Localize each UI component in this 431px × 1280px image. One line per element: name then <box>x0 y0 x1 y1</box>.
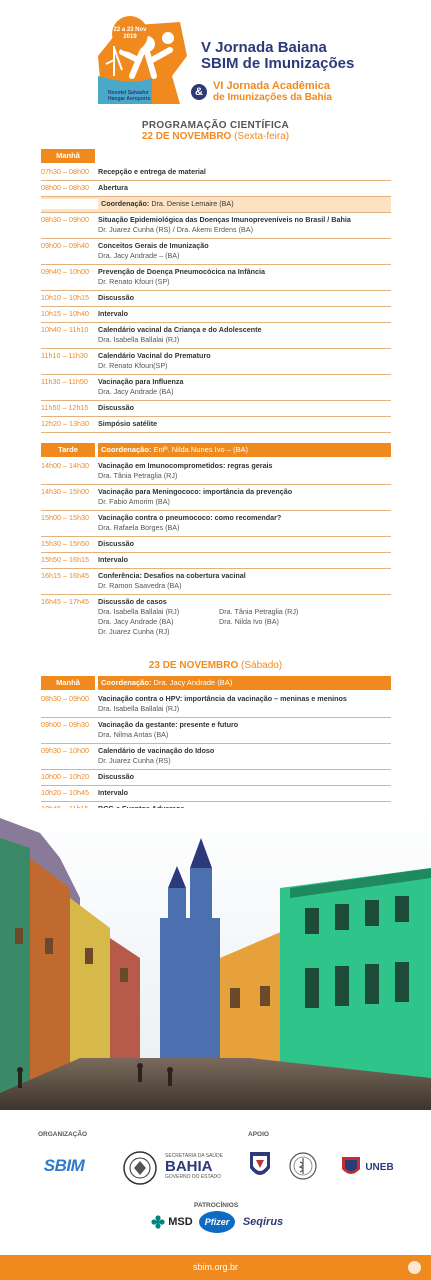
patrocinios-label: PATROCÍNIOS <box>194 1202 239 1209</box>
session-speaker: Dr. Juarez Cunha (RS) / Dra. Akemi Erdens (BA) <box>98 225 253 234</box>
session-speaker: Dra. Jacy Andrade – (BA) <box>98 251 180 260</box>
day2-date: 23 DE NOVEMBRO <box>148 660 239 671</box>
seqirus-logo-text: Seqirus <box>242 1216 284 1228</box>
coordination-label: Coordenação: <box>101 445 152 454</box>
day1-morning-list <box>41 165 391 197</box>
schedule-row <box>41 537 391 553</box>
period-bar-manha <box>41 149 391 163</box>
schedule-row <box>41 718 391 744</box>
session-time: 15h00 – 15h30 <box>41 513 89 522</box>
coordination-label: Coordenação: <box>101 678 152 687</box>
event-title-line1: V Jornada Baiana <box>201 39 327 56</box>
session-title: Recepção e entrega de material <box>98 167 206 176</box>
session-time: 15h50 – 16h15 <box>41 555 89 564</box>
session-speaker: Dra. Nilda Ivo (BA) <box>219 617 279 626</box>
event-subtitle-line2: de Imunizações da Bahia <box>213 92 332 103</box>
day1-morning-schedule <box>41 149 391 433</box>
speakers-col2 <box>219 607 340 637</box>
session-title: Simpósio satélite <box>98 419 158 428</box>
period-label: Tarde <box>41 443 95 457</box>
program-title: PROGRAMAÇÃO CIENTÍFICA <box>141 120 290 131</box>
session-time: 14h00 – 14h30 <box>41 461 89 470</box>
day1-heading <box>0 131 431 142</box>
session-title: Calendário Vacinal do Prematuro <box>98 351 211 360</box>
ampersand-icon: & <box>191 84 207 100</box>
uneb-logo <box>337 1155 397 1179</box>
bahia-logo-sub: GOVERNO DO ESTADO <box>165 1173 222 1180</box>
session-title: Situação Epidemiológica das Doenças Imunopreveníveis no Brasil / Bahia <box>98 215 351 224</box>
session-speaker: Dra. Isabella Ballalai (RJ) <box>98 704 180 713</box>
schedule-row <box>41 323 391 349</box>
session-time: 11h10 – 11h30 <box>41 351 88 360</box>
period-bar-tarde <box>41 443 391 457</box>
website-link[interactable]: sbim.org.br <box>192 1262 238 1272</box>
session-title: Vacinação para Influenza <box>98 377 184 386</box>
session-time: 08h00 – 08h30 <box>41 183 89 192</box>
coordination-row <box>41 197 391 213</box>
session-time: 08h30 – 09h00 <box>41 694 89 703</box>
date-badge <box>112 16 148 52</box>
session-title: Vacinação para Meningococo: importância da prevenção <box>98 487 293 496</box>
day2-heading <box>0 660 431 671</box>
session-time: 16h15 – 16h45 <box>41 571 89 580</box>
day2-weekday: (Sábado) <box>241 660 283 671</box>
session-title: Abertura <box>98 183 128 192</box>
day1-afternoon-schedule <box>41 443 391 640</box>
coordination-bar <box>98 676 391 690</box>
pfizer-logo-text: Pfizer <box>204 1217 230 1227</box>
session-time: 10h10 – 10h15 <box>41 293 89 302</box>
pfizer-logo <box>199 1211 235 1233</box>
session-speaker: Dra. Jacy Andrade (BA) <box>98 387 174 396</box>
coordinator-name: Dra. Jacy Andrade (BA) <box>153 678 233 687</box>
schedule-row <box>41 569 391 595</box>
session-title: Intervalo <box>98 788 128 797</box>
session-title: Intervalo <box>98 555 128 564</box>
session-time: 12h20 – 13h30 <box>41 419 89 428</box>
session-time: 10h40 – 11h10 <box>41 325 89 334</box>
session-time: 09h40 – 10h00 <box>41 267 89 276</box>
bahia-logo <box>165 1151 241 1181</box>
session-time: 10h15 – 10h40 <box>41 309 89 318</box>
session-title: Conferência: Desafios na cobertura vacinal <box>98 571 246 580</box>
session-speaker: Dra. Tânia Petraglia (RJ) <box>219 607 299 616</box>
session-speaker: Dr. Fabio Amorim (BA) <box>98 497 170 506</box>
schedule-row <box>41 511 391 537</box>
session-title: Discussão de casos <box>98 597 167 606</box>
session-time: 14h30 – 15h00 <box>41 487 89 496</box>
session-speaker: Dr. Juarez Cunha (RJ) <box>98 627 170 636</box>
session-title: Vacinação da gestante: presente e futuro <box>98 720 239 729</box>
schedule-row <box>41 744 391 770</box>
venue-line1: Novotel Salvador <box>108 90 149 96</box>
session-speaker: Dra. Isabella Ballalai (RJ) <box>98 607 180 616</box>
schedule-row <box>41 181 391 197</box>
uneb-logo-text: UNEB <box>365 1161 394 1173</box>
schedule-row <box>41 307 391 323</box>
session-title: Vacinação contra o HPV: importância da vacinação – meninas e meninos <box>98 694 347 703</box>
session-title: Conceitos Gerais de Imunização <box>98 241 209 250</box>
session-title: Discussão <box>98 293 134 302</box>
schedule-row <box>41 375 391 401</box>
apoio-label: APOIO <box>248 1131 269 1138</box>
schedule-row <box>41 786 391 802</box>
speakers-col1 <box>98 607 219 637</box>
date-badge-year: 2019 <box>123 34 137 40</box>
day1-weekday: (Sexta-feira) <box>234 131 290 142</box>
session-title: Calendário de vacinação do Idoso <box>98 746 215 755</box>
schedule-row <box>41 459 391 485</box>
period-bar-manha <box>41 676 391 690</box>
msd-logo <box>147 1212 197 1232</box>
coordinator-name: Enfª. Nilda Nunes Ivo – (BA) <box>153 445 249 454</box>
session-speaker: Dra. Rafaela Borges (BA) <box>98 523 180 532</box>
medical-seal-icon <box>287 1150 319 1182</box>
schedule-row <box>41 553 391 569</box>
session-title: Vacinação contra o pneumococo: como recomendar? <box>98 513 282 522</box>
session-speaker: Dra. Tânia Petraglia (RJ) <box>98 471 178 480</box>
salvador-street-photo <box>0 808 431 1110</box>
coordination-label: Coordenação: <box>101 199 150 208</box>
seqirus-logo <box>238 1211 288 1233</box>
session-speaker: Dra. Nilma Antas (BA) <box>98 730 169 739</box>
session-time: 09h00 – 09h30 <box>41 720 89 729</box>
session-time: 10h00 – 10h20 <box>41 772 89 781</box>
date-badge-days: 22 a 23 Nov <box>113 27 147 34</box>
sbim-mini-icon <box>408 1261 421 1274</box>
session-title: Discussão <box>98 539 134 548</box>
session-title: Discussão <box>98 772 134 781</box>
session-speaker: Dr. Juarez Cunha (RS) <box>98 756 171 765</box>
ministerio-seal-icon <box>120 1148 160 1188</box>
day1-date: 22 DE NOVEMBRO <box>141 131 232 142</box>
session-title: Calendário vacinal da Criança e do Adolescente <box>98 325 262 334</box>
session-speaker: Dra. Isabella Ballalai (RJ) <box>98 335 180 344</box>
session-time: 11h30 – 11h50 <box>41 377 88 386</box>
coordinator-name: Dra. Denise Lemaire (BA) <box>151 199 234 208</box>
session-speaker: Dr. Renato Kfouri(SP) <box>98 361 168 370</box>
session-speaker: Dr. Renato Kfouri (SP) <box>98 277 170 286</box>
period-label: Manhã <box>41 676 95 690</box>
session-time: 11h50 – 12h15 <box>41 403 89 412</box>
schedule-row <box>41 595 391 640</box>
session-time: 07h30 – 08h00 <box>41 167 89 176</box>
schedule-row <box>41 401 391 417</box>
period-label: Manhã <box>41 149 95 163</box>
schedule-row <box>41 417 391 433</box>
day1-session-list <box>41 213 391 433</box>
bahia-logo-top: SECRETARIA DA SAÚDE <box>165 1152 223 1159</box>
day1-afternoon-list <box>41 459 391 595</box>
coat-of-arms-icon <box>247 1146 273 1186</box>
schedule-row <box>41 485 391 511</box>
event-subtitle-line1: VI Jornada Acadêmica <box>213 80 330 92</box>
session-title: Prevenção de Doença Pneumocócica na Infância <box>98 267 265 276</box>
sbim-logo <box>34 1155 94 1177</box>
sbim-logo-text: SBIM <box>43 1156 85 1175</box>
schedule-row <box>41 165 391 181</box>
schedule-row <box>41 692 391 718</box>
schedule-row <box>41 770 391 786</box>
session-time: 09h00 – 09h40 <box>41 241 89 250</box>
session-title: Discussão <box>98 403 134 412</box>
session-speaker: Dra. Jacy Andrade (BA) <box>98 617 174 626</box>
bahia-logo-main: BAHIA <box>165 1157 213 1175</box>
session-title: Intervalo <box>98 309 128 318</box>
schedule-row <box>41 265 391 291</box>
footer-bar <box>0 1255 431 1280</box>
coordination-bar <box>98 443 391 457</box>
organizacao-label: ORGANIZAÇÃO <box>38 1131 88 1138</box>
schedule-row <box>41 239 391 265</box>
session-time: 09h30 – 10h00 <box>41 746 89 755</box>
session-time: 16h45 – 17h45 <box>41 597 89 606</box>
session-time: 10h20 – 10h45 <box>41 788 89 797</box>
schedule-row <box>41 213 391 239</box>
venue <box>108 90 151 102</box>
session-time: 15h30 – 15h50 <box>41 539 89 548</box>
venue-line2: Hangar Aeroporto <box>108 96 151 102</box>
schedule-row <box>41 349 391 375</box>
msd-logo-text: MSD <box>168 1216 193 1228</box>
event-header <box>0 0 431 120</box>
session-title: Vacinação em Imunocomprometidos: regras gerais <box>98 461 273 470</box>
schedule-row <box>41 291 391 307</box>
session-time: 08h30 – 09h00 <box>41 215 89 224</box>
session-speaker: Dr. Ramon Saavedra (BA) <box>98 581 182 590</box>
event-title-line2: SBIM de Imunizações <box>201 55 355 72</box>
